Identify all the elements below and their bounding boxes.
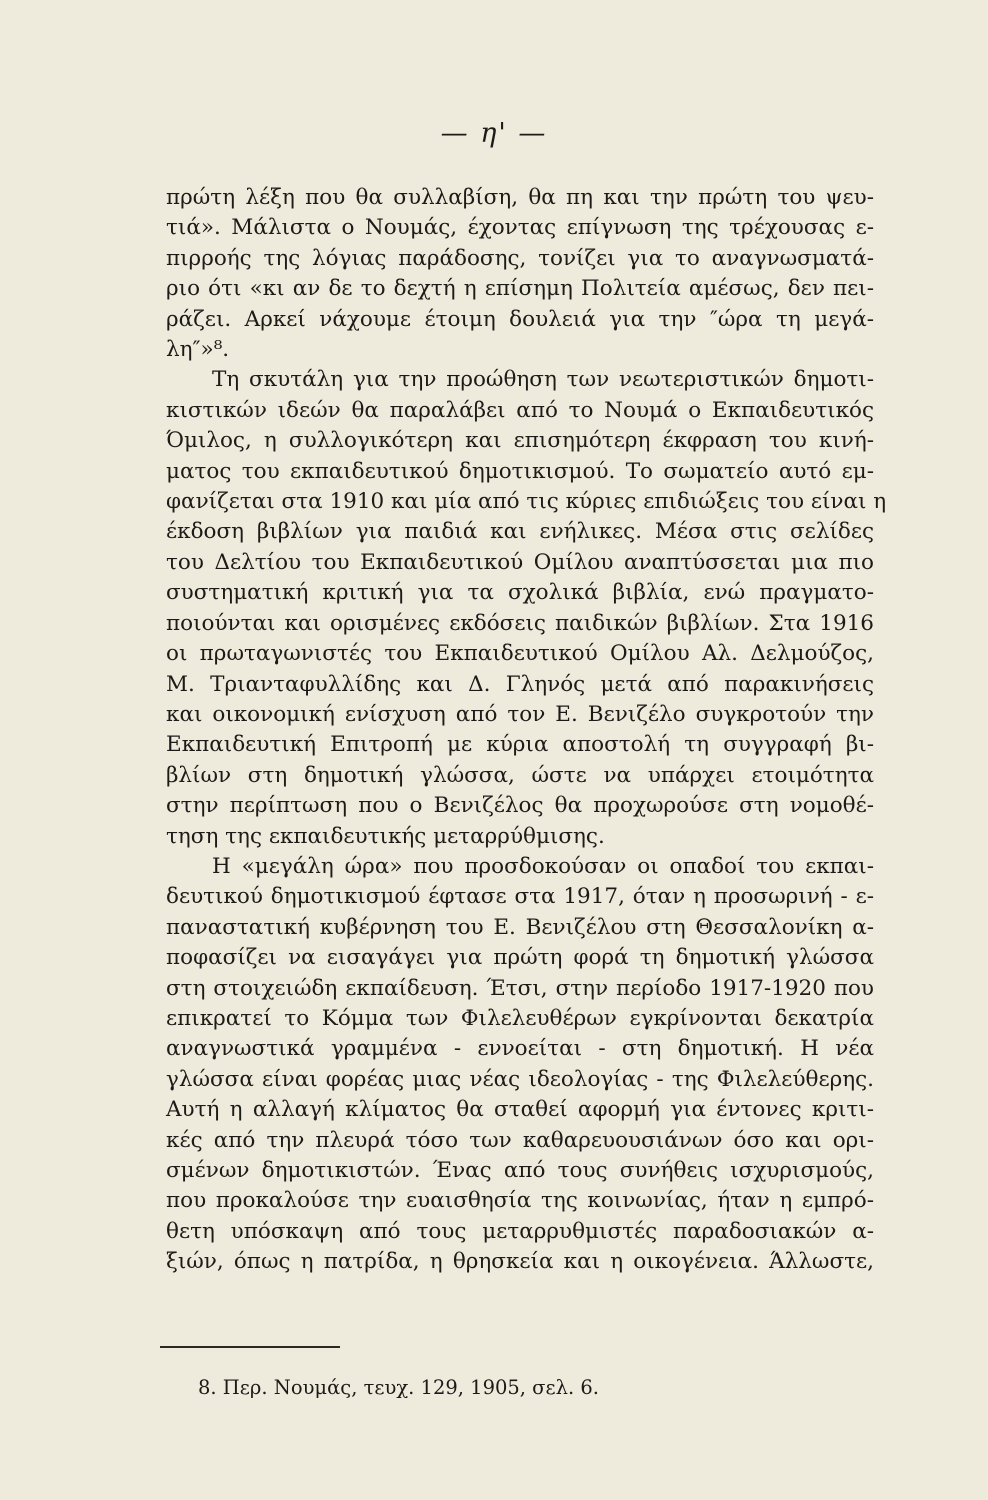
- text-line: Μ. Τριανταφυλλίδης και Δ. Γληνός μετά από παρακινήσεις: [166, 671, 874, 697]
- text-line: αναγνωστικά γραμμένα - εννοείται - στη δημοτική. Η νέα: [166, 1036, 874, 1062]
- text-line: οι πρωταγωνιστές του Εκπαιδευτικού Ομίλου Αλ. Δελμούζος,: [166, 641, 874, 667]
- text-line: βλίων στη δημοτική γλώσσα, ώστε να υπάρχει ετοιμότητα: [166, 762, 874, 788]
- text-line: συστηματική κριτική για τα σχολικά βιβλία, ενώ πραγματο-: [166, 580, 874, 606]
- page-number: — η' —: [440, 118, 548, 149]
- text-line: Αυτή η αλλαγή κλίματος θα σταθεί αφορμή για έντονες κριτι-: [166, 1097, 874, 1123]
- text-line: Εκπαιδευτική Επιτροπή με κύρια αποστολή τη συγγραφή βι-: [166, 732, 874, 758]
- text-line: ποιούνται και ορισμένες εκδόσεις παιδικών βιβλίων. Στα 1916: [166, 610, 874, 636]
- text-line: τηση της εκπαιδευτικής μεταρρύθμισης.: [166, 823, 605, 849]
- text-line: δευτικού δημοτικισμού έφτασε στα 1917, όταν η προσωρινή - ε-: [166, 884, 874, 910]
- text-line: Τη σκυτάλη για την προώθηση των νεωτεριστικών δημοτι-: [212, 367, 874, 393]
- text-line: γλώσσα είναι φορέας μιας νέας ιδεολογίας - της Φιλελεύθερης.: [166, 1066, 874, 1092]
- text-line: έκδοση βιβλίων για παιδιά και ενήλικες. Μέσα στις σελίδες: [166, 519, 874, 545]
- text-line: που προκαλούσε την ευαισθησία της κοινωνίας, ήταν η εμπρό-: [166, 1188, 874, 1214]
- text-line: κιστικών ιδεών θα παραλάβει από το Νουμά ο Εκπαιδευτικός: [166, 397, 874, 423]
- text-line: Όμιλος, η συλλογικότερη και επισημότερη έκφραση του κινή-: [166, 428, 874, 454]
- text-line: θετη υπόσκαψη από τους μεταρρυθμιστές παραδοσιακών α-: [166, 1218, 874, 1244]
- text-line: στην περίπτωση που ο Βενιζέλος θα προχωρούσε στη νομοθέ-: [166, 793, 874, 819]
- text-line: επικρατεί το Κόμμα των Φιλελευθέρων εγκρίνονται δεκατρία: [166, 1005, 874, 1031]
- footnote: 8. Περ. Νουμάς, τευχ. 129, 1905, σελ. 6.: [198, 1376, 599, 1399]
- text-line: παναστατική κυβέρνηση του Ε. Βενιζέλου στη Θεσσαλονίκη α-: [166, 914, 874, 940]
- text-line: κές από την πλευρά τόσο των καθαρευουσιάνων όσο και ορι-: [166, 1127, 874, 1153]
- text-line: ποφασίζει να εισαγάγει για πρώτη φορά τη δημοτική γλώσσα: [166, 945, 874, 971]
- text-line: πιρροής της λόγιας παράδοσης, τονίζει για το αναγνωσματά-: [166, 245, 874, 271]
- body-text: [166, 183, 887, 1278]
- text-line: φανίζεται στα 1910 και μία από τις κύριες επιδιώξεις του είναι η: [166, 489, 887, 515]
- text-line: τιά». Μάλιστα ο Νουμάς, έχοντας επίγνωση της τρέχουσας ε-: [166, 215, 874, 241]
- text-line: πρώτη λέξη που θα συλλαβίση, θα πη και την πρώτη του ψευ-: [166, 185, 874, 210]
- text-line: στη στοιχειώδη εκπαίδευση. Έτσι, στην περίοδο 1917-1920 που: [166, 975, 874, 1001]
- text-line: σμένων δημοτικιστών. Ένας από τους συνήθεις ισχυρισμούς,: [166, 1158, 874, 1183]
- text-line: ριο ότι «κι αν δε το δεχτή η επίσημη Πολιτεία αμέσως, δεν πει-: [166, 276, 874, 302]
- text-line: ράζει. Αρκεί νάχουμε έτοιμη δουλειά για την ″ώρα τη μεγά-: [166, 306, 874, 332]
- text-line: Η «μεγάλη ώρα» που προσδοκούσαν οι οπαδοί του εκπαι-: [212, 853, 874, 879]
- text-line: ματος του εκπαιδευτικού δημοτικισμού. Το σωματείο αυτό εμ-: [166, 458, 874, 484]
- text-line: λη″»⁸.: [166, 337, 230, 363]
- footnote-divider: [160, 1346, 340, 1348]
- text-line: και οικονομική ενίσχυση από τον Ε. Βενιζέλο συγκροτούν την: [166, 701, 874, 727]
- text-line: ξιών, όπως η πατρίδα, η θρησκεία και η οικογένεια. Άλλωστε,: [166, 1249, 874, 1275]
- text-line: του Δελτίου του Εκπαιδευτικού Ομίλου αναπτύσσεται μια πιο: [166, 549, 874, 575]
